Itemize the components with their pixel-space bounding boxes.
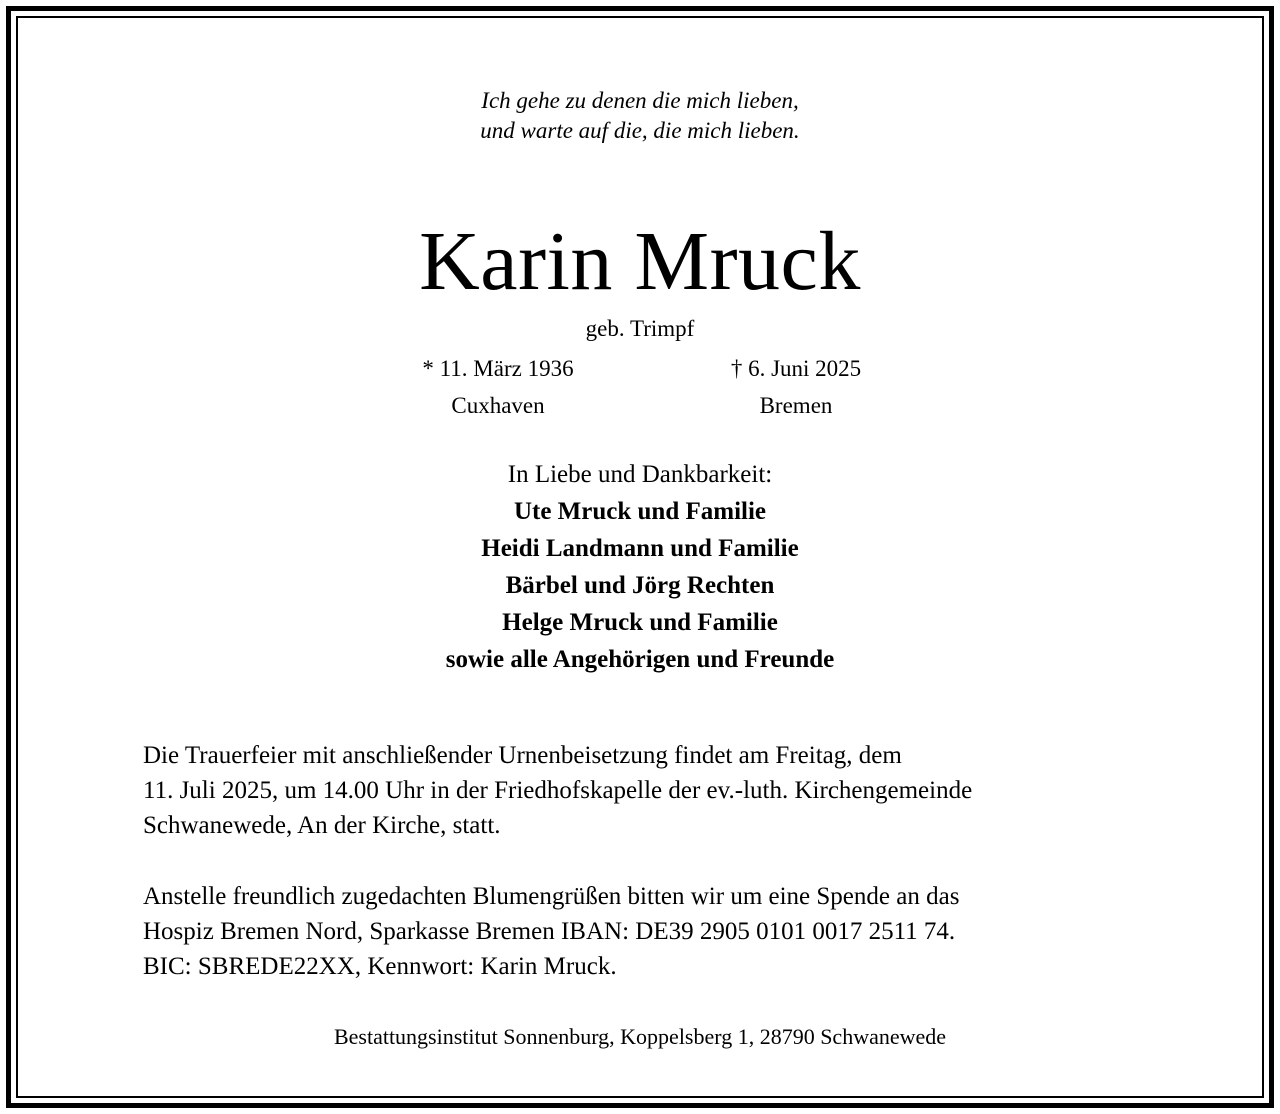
mourners-intro: In Liebe und Dankbarkeit: bbox=[507, 461, 773, 488]
motto-line-2: und warte auf die, die mich lieben. bbox=[480, 118, 800, 143]
mourner-name: sowie alle Angehörigen und Freunde bbox=[445, 646, 835, 673]
mourners bbox=[0, 456, 1280, 678]
death-info bbox=[646, 350, 946, 424]
death-place: Bremen bbox=[759, 393, 833, 418]
mourner-name: Ute Mruck und Familie bbox=[513, 498, 767, 525]
donation-line: BIC: SBREDE22XX, Kennwort: Karin Mruck. bbox=[143, 953, 617, 980]
mourner-name: Bärbel und Jörg Rechten bbox=[505, 572, 775, 599]
birth-info bbox=[348, 350, 648, 424]
motto bbox=[0, 86, 1280, 146]
ceremony-line: Die Trauerfeier mit anschließender Urnenbeisetzung findet am Freitag, dem bbox=[143, 742, 902, 769]
birth-date: * 11. März 1936 bbox=[422, 356, 574, 381]
death-date: † 6. Juni 2025 bbox=[730, 356, 862, 381]
ceremony-line: 11. Juli 2025, um 14.00 Uhr in der Friedhofskapelle der ev.-luth. Kirchengemeinde bbox=[143, 777, 973, 804]
donation-line: Anstelle freundlich zugedachten Blumengrüßen bitten wir um eine Spende an das bbox=[143, 883, 960, 910]
birth-name: geb. Trimpf bbox=[585, 316, 695, 341]
mourner-name: Heidi Landmann und Familie bbox=[481, 535, 799, 562]
mourner-name: Helge Mruck und Familie bbox=[502, 609, 778, 636]
deceased-name: Karin Mruck bbox=[419, 215, 861, 308]
motto-line-1: Ich gehe zu denen die mich lieben, bbox=[481, 88, 799, 113]
donation-line: Hospiz Bremen Nord, Sparkasse Bremen IBAN: DE39 2905 0101 0017 2511 74. bbox=[143, 918, 956, 945]
undertaker-footer: Bestattungsinstitut Sonnenburg, Koppelsberg 1, 28790 Schwanewede bbox=[333, 1024, 947, 1049]
donation-paragraph bbox=[143, 879, 1163, 984]
ceremony-paragraph bbox=[143, 738, 1163, 843]
ceremony-line: Schwanewede, An der Kirche, statt. bbox=[143, 812, 501, 839]
birth-place: Cuxhaven bbox=[451, 393, 545, 418]
